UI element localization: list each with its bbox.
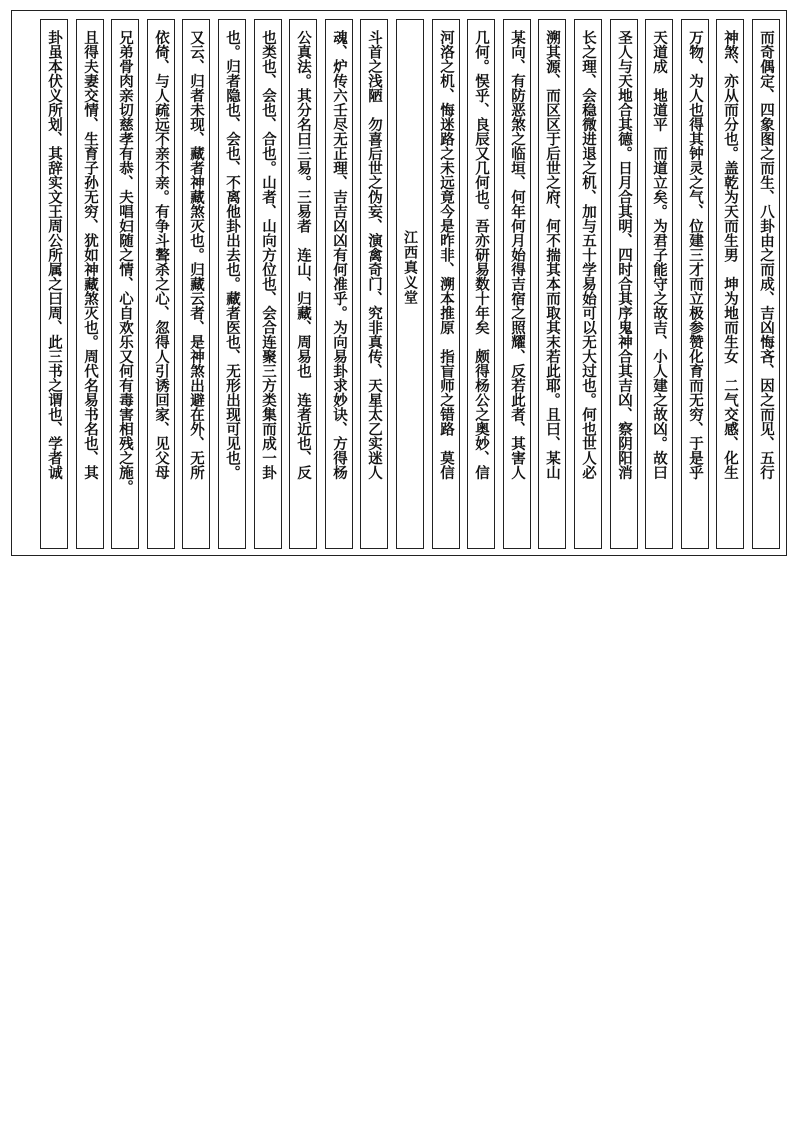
text-frame — [11, 10, 787, 556]
text-column: 也类也、会也、合也。山者、山向方位也、会合连聚三方类集而成一卦 — [254, 19, 282, 549]
text-column: 河洛之机、悔迷路之未远竟今是昨非、溯本推原 指盲师之错路 莫信 — [432, 19, 460, 549]
text-column: 圣人与天地合其德。日月合其明、四时合其序鬼神合其吉凶、察阴阳消 — [610, 19, 638, 549]
text-column: 万物、为人也得其钟灵之气、位建三才而立极参赞化育而无穷、于是乎 — [681, 19, 709, 549]
text-column: 斗首之浅陋 勿喜后世之伪妄、演禽奇门、究非真传、天星太乙实迷人 — [360, 19, 388, 549]
text-column: 某向、有防恶煞之临垣、何年何月始得吉宿之照耀、反若此者、其害人 — [503, 19, 531, 549]
text-column: 魂、炉传六壬尽无正理、吉吉凶凶有何准乎。为向易卦求妙诀、方得杨 — [325, 19, 353, 549]
text-column: 溯其源、而区区于后世之府、何不揣其本而取其末若此耶。且曰、某山 — [538, 19, 566, 549]
text-column: 几何。悮乎、良辰又几何也。吾亦研易数十年矣 颇得杨公之奥妙、信 — [467, 19, 495, 549]
text-column: 神煞、亦从而分也。盖乾为天而生男 坤为地而生女 二气交感、化生 — [716, 19, 744, 549]
text-column: 卦虽本伏义所划、其辞实文王周公所属之曰周、此三书之谓也、学者诚 — [40, 19, 68, 549]
text-column: 兄弟骨肉亲切慈孝有恭、夫唱妇随之情、心自欢乐又何有毒害相残之施。 — [111, 19, 139, 549]
text-column: 而奇偶定、四象图之而生、八卦由之而成、吉凶悔吝、因之而见、五行 — [752, 19, 780, 549]
text-column: 天道成 地道平 而道立矣。为君子能守之故吉、小人建之故凶。故曰 — [645, 19, 673, 549]
text-column: 且得夫妻交情、生育子孙无穷、犹如神藏煞灭也。周代名易书名也、其 — [76, 19, 104, 549]
hall-name-column: 江西真义堂 — [396, 19, 424, 549]
text-column: 依倚、与人疏远不亲不亲。有争斗聱杀之心、忽得人引诱回家、见父母 — [147, 19, 175, 549]
text-columns — [32, 19, 780, 549]
text-column: 长之理、会稳微进退之机、加与五十学易始可以无大过也。何也世人必 — [574, 19, 602, 549]
text-column: 公真法。其分名曰三易。三易者 连山、归藏、周易也 连者近也、反 — [289, 19, 317, 549]
text-column: 也。归者隐也、会也、不离他卦出去也。藏者医也、无形出现可见也。 — [218, 19, 246, 549]
text-column: 又云、归者未现、藏者神藏煞灭也。归藏云者、是神煞出避在外、无所 — [182, 19, 210, 549]
